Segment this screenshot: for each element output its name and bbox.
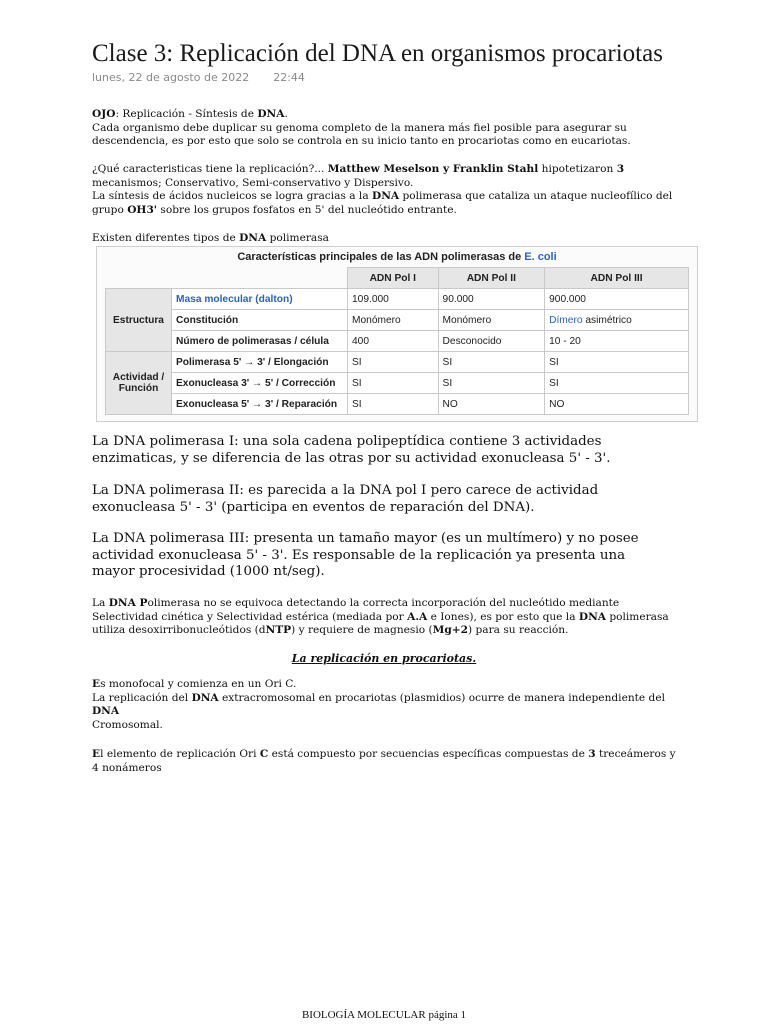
synthesis-line (92, 190, 682, 217)
o-text: treceámeros y 4 nonámeros (92, 748, 676, 774)
cell (545, 310, 689, 331)
f-text: ) para su reacción. (468, 624, 569, 636)
cell: SI (348, 352, 439, 373)
s-oh: OH3' (127, 203, 158, 216)
page-footer: BIOLOGÍA MOLECULAR página 1 (301, 1009, 467, 1021)
row-label: Exonucleasa 5' → 3' / Reparación (172, 394, 348, 415)
cell: SI (348, 394, 439, 415)
cell-link: Dímero (549, 314, 583, 326)
cell: 109.000 (348, 289, 439, 310)
ojo-end: . (284, 108, 288, 120)
table-row (106, 373, 689, 394)
group-estructura: Estructura (106, 289, 172, 352)
ori-paragraph (92, 748, 682, 775)
intro-paragraph (92, 108, 682, 149)
q-text: ¿Qué caracteristicas tiene la replicación?... (92, 163, 328, 175)
exist-dna: DNA (239, 232, 267, 244)
cell: SI (348, 373, 439, 394)
f-text: polimerasa utiliza desoxirribonucleótidos (d (92, 610, 669, 636)
o-initial: E (92, 748, 101, 760)
note-time: 22:44 (273, 71, 305, 84)
cell: SI (545, 352, 689, 373)
table-row (106, 310, 689, 331)
f-text: e Iones), es por esto que la (427, 610, 579, 623)
cell: SI (438, 373, 545, 394)
q-mid: hipotetizaron (538, 163, 617, 175)
mono-line-2 (92, 692, 682, 719)
m-text: La replicación del (92, 691, 192, 704)
m-dna: DNA (191, 691, 219, 704)
cell: 400 (348, 331, 439, 352)
note-meta (92, 71, 305, 84)
cell: 900.000 (545, 289, 689, 310)
fidelity-paragraph (92, 597, 682, 638)
question-line (92, 163, 682, 190)
figure-title (97, 251, 697, 263)
f-text: olimerasa no se equivoca detectando la correcta incorporación del nucleótido mediante Selectividad cinética y Selectividad estérica (mediada por (92, 597, 620, 623)
mono-line-1 (92, 678, 682, 692)
row-label: Masa molecular (dalton) (172, 289, 348, 310)
pol2-paragraph: La DNA polimerasa II: es parecida a la DNA pol I pero carece de actividad exonucleasa 5' - 3' (participa en eventos de reparación del DNA). (92, 483, 599, 515)
row-label: Constitución (172, 310, 348, 331)
table-corner (106, 268, 348, 289)
section-subheading: La replicación en procariotas. (291, 652, 477, 665)
intro-line-1 (92, 108, 682, 122)
f-mg: Mg+2 (432, 624, 469, 636)
intro-line-2: Cada organismo debe duplicar su genoma completo de la manera más fiel posible para asegurar su descendencia, es por esto que solo se controla en su inicio tanto en procariotas como en eucariotas. (92, 121, 631, 147)
polymerase-table-figure (96, 246, 698, 422)
cell: NO (545, 394, 689, 415)
table-header-row (106, 268, 689, 289)
q-num: 3 (616, 163, 625, 175)
f-aa: A.A (407, 610, 428, 623)
table-row (106, 352, 689, 373)
q-scientists: Matthew Meselson y Franklin Stahl (327, 163, 539, 175)
cell: SI (438, 352, 545, 373)
m-initial: E (92, 678, 101, 690)
s-dna: DNA (372, 190, 400, 202)
page-title: Clase 3: Replicación del DNA en organismos procariotas (92, 40, 663, 67)
cell-text: asimétrico (582, 314, 632, 326)
ojo-label: OJO (92, 108, 116, 120)
cell: SI (545, 373, 689, 394)
exist-text: Existen diferentes tipos de (92, 232, 240, 244)
cell: NO (438, 394, 545, 415)
monofocal-paragraph (92, 678, 682, 732)
f-dna: DNA P (108, 597, 148, 609)
m-text: s monofocal y comienza en un Ori C. (100, 678, 297, 690)
f-ntp: NTP (265, 624, 292, 636)
row-label: Número de polimerasas / célula (172, 331, 348, 352)
o-text: l elemento de replicación Ori (100, 748, 260, 760)
question-paragraph (92, 163, 682, 217)
s-mid: polimerasa que cataliza un ataque nucleofílico del grupo (92, 190, 673, 216)
ojo-text: : Replicación - Síntesis de (115, 108, 258, 120)
types-intro (92, 232, 682, 246)
column-header: ADN Pol I (348, 268, 439, 289)
cell: 90.000 (438, 289, 545, 310)
row-label: Exonucleasa 3' → 5' / Corrección (172, 373, 348, 394)
pol1-paragraph: La DNA polimerasa I: una sola cadena polipeptídica contiene 3 actividades enzimaticas, y se diferencia de las otras por su actividad exonucleasa 5' - 3'. (92, 434, 611, 466)
column-header: ADN Pol III (545, 268, 689, 289)
figure-title-text: Características principales de las ADN polimerasas de (237, 251, 525, 263)
ojo-dna: DNA (257, 108, 285, 120)
o-three: 3 (588, 748, 596, 760)
s-end: sobre los grupos fosfatos en 5' del nucleótido entrante. (157, 203, 457, 216)
pol3-paragraph: La DNA polimerasa III: presenta un tamaño mayor (es un multímero) y no posee actividad exonucleasa 5' - 3'. Es responsable de la replicación ya presenta una mayor procesividad (1000 nt/seg). (92, 531, 639, 579)
polymerase-table (105, 267, 689, 415)
cell: Desconocido (438, 331, 545, 352)
table-row (106, 331, 689, 352)
table-row (106, 289, 689, 310)
cell: 10 - 20 (545, 331, 689, 352)
s-start: La síntesis de ácidos nucleicos se logra gracias a la (92, 190, 373, 202)
column-header: ADN Pol II (438, 268, 545, 289)
f-text: La (92, 597, 109, 609)
f-dna: DNA (578, 610, 606, 623)
q-end: mecanismos; Conservativo, Semi-conservativo y Dispersivo. (92, 176, 414, 189)
group-actividad: Actividad / Función (106, 352, 172, 415)
note-date: lunes, 22 de agosto de 2022 (92, 71, 250, 84)
figure-title-species: E. coli (524, 251, 557, 263)
o-text: está compuesto por secuencias específicas compuestas de (268, 748, 589, 760)
m-text: extracromosomal en procariotas (plasmidios) ocurre de manera independiente del (218, 691, 665, 704)
m-dna: DNA (92, 705, 120, 717)
table-row (106, 394, 689, 415)
row-label: Polimerasa 5' → 3' / Elongación (172, 352, 348, 373)
cell: Monómero (348, 310, 439, 331)
f-text: ) y requiere de magnesio ( (291, 624, 433, 636)
mono-line-3: Cromosomal. (92, 718, 163, 731)
o-c: C (259, 748, 269, 760)
cell: Monómero (438, 310, 545, 331)
exist-end: polimerasa (266, 232, 329, 244)
